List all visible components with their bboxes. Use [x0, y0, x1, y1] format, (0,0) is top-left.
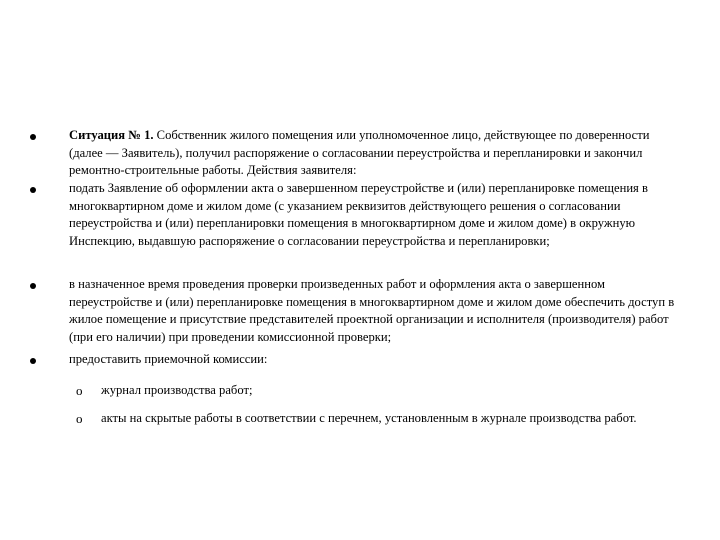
sub-list-item-text: акты на скрытые работы в соответствии с перечнем, установленным в журнале производства работ.: [101, 411, 637, 425]
list-item-text: [69, 127, 679, 180]
sub-list-item-text: журнал производства работ;: [101, 383, 253, 397]
bullet-icon: [30, 134, 36, 140]
bullet-icon: [30, 187, 36, 193]
circle-bullet-icon: o: [76, 383, 83, 398]
bullet-icon: [30, 283, 36, 289]
list-item-text: в назначенное время проведения проверки произведенных работ и оформления акта о завершенном переустройстве и (или) перепланировке помещения в многоквартирном доме и жилом доме обеспечить доступ в жилое помещение и присутствие представителей проектной организации и исполнителя (производителя) работ (при его наличии) при проведении комиссионной проверки;: [69, 277, 675, 344]
situation-text: Собственник жилого помещения или уполномоченное лицо, действующее по доверенности (далее — Заявитель), получил распоряжение о согласовании переустройства и перепланировки и закончил ремонтно-строительные работы. Действия заявителя:: [69, 128, 650, 178]
list-item-text: подать Заявление об оформлении акта о завершенном переустройстве и (или) перепланировке помещения в многоквартирном доме и жилом доме (с указанием реквизитов действующего решения о согласовании переустройства и (или) перепланировки помещения в многоквартирном доме и жилом доме) в окружную Инспекцию, выдавшую распоряжение о согласовании переустройства и перепланировки;: [69, 181, 648, 248]
circle-bullet-icon: o: [76, 411, 83, 426]
situation-title: Ситуация № 1.: [69, 128, 154, 142]
list-item-text: предоставить приемочной комиссии:: [69, 352, 268, 366]
bullet-icon: [30, 358, 36, 364]
